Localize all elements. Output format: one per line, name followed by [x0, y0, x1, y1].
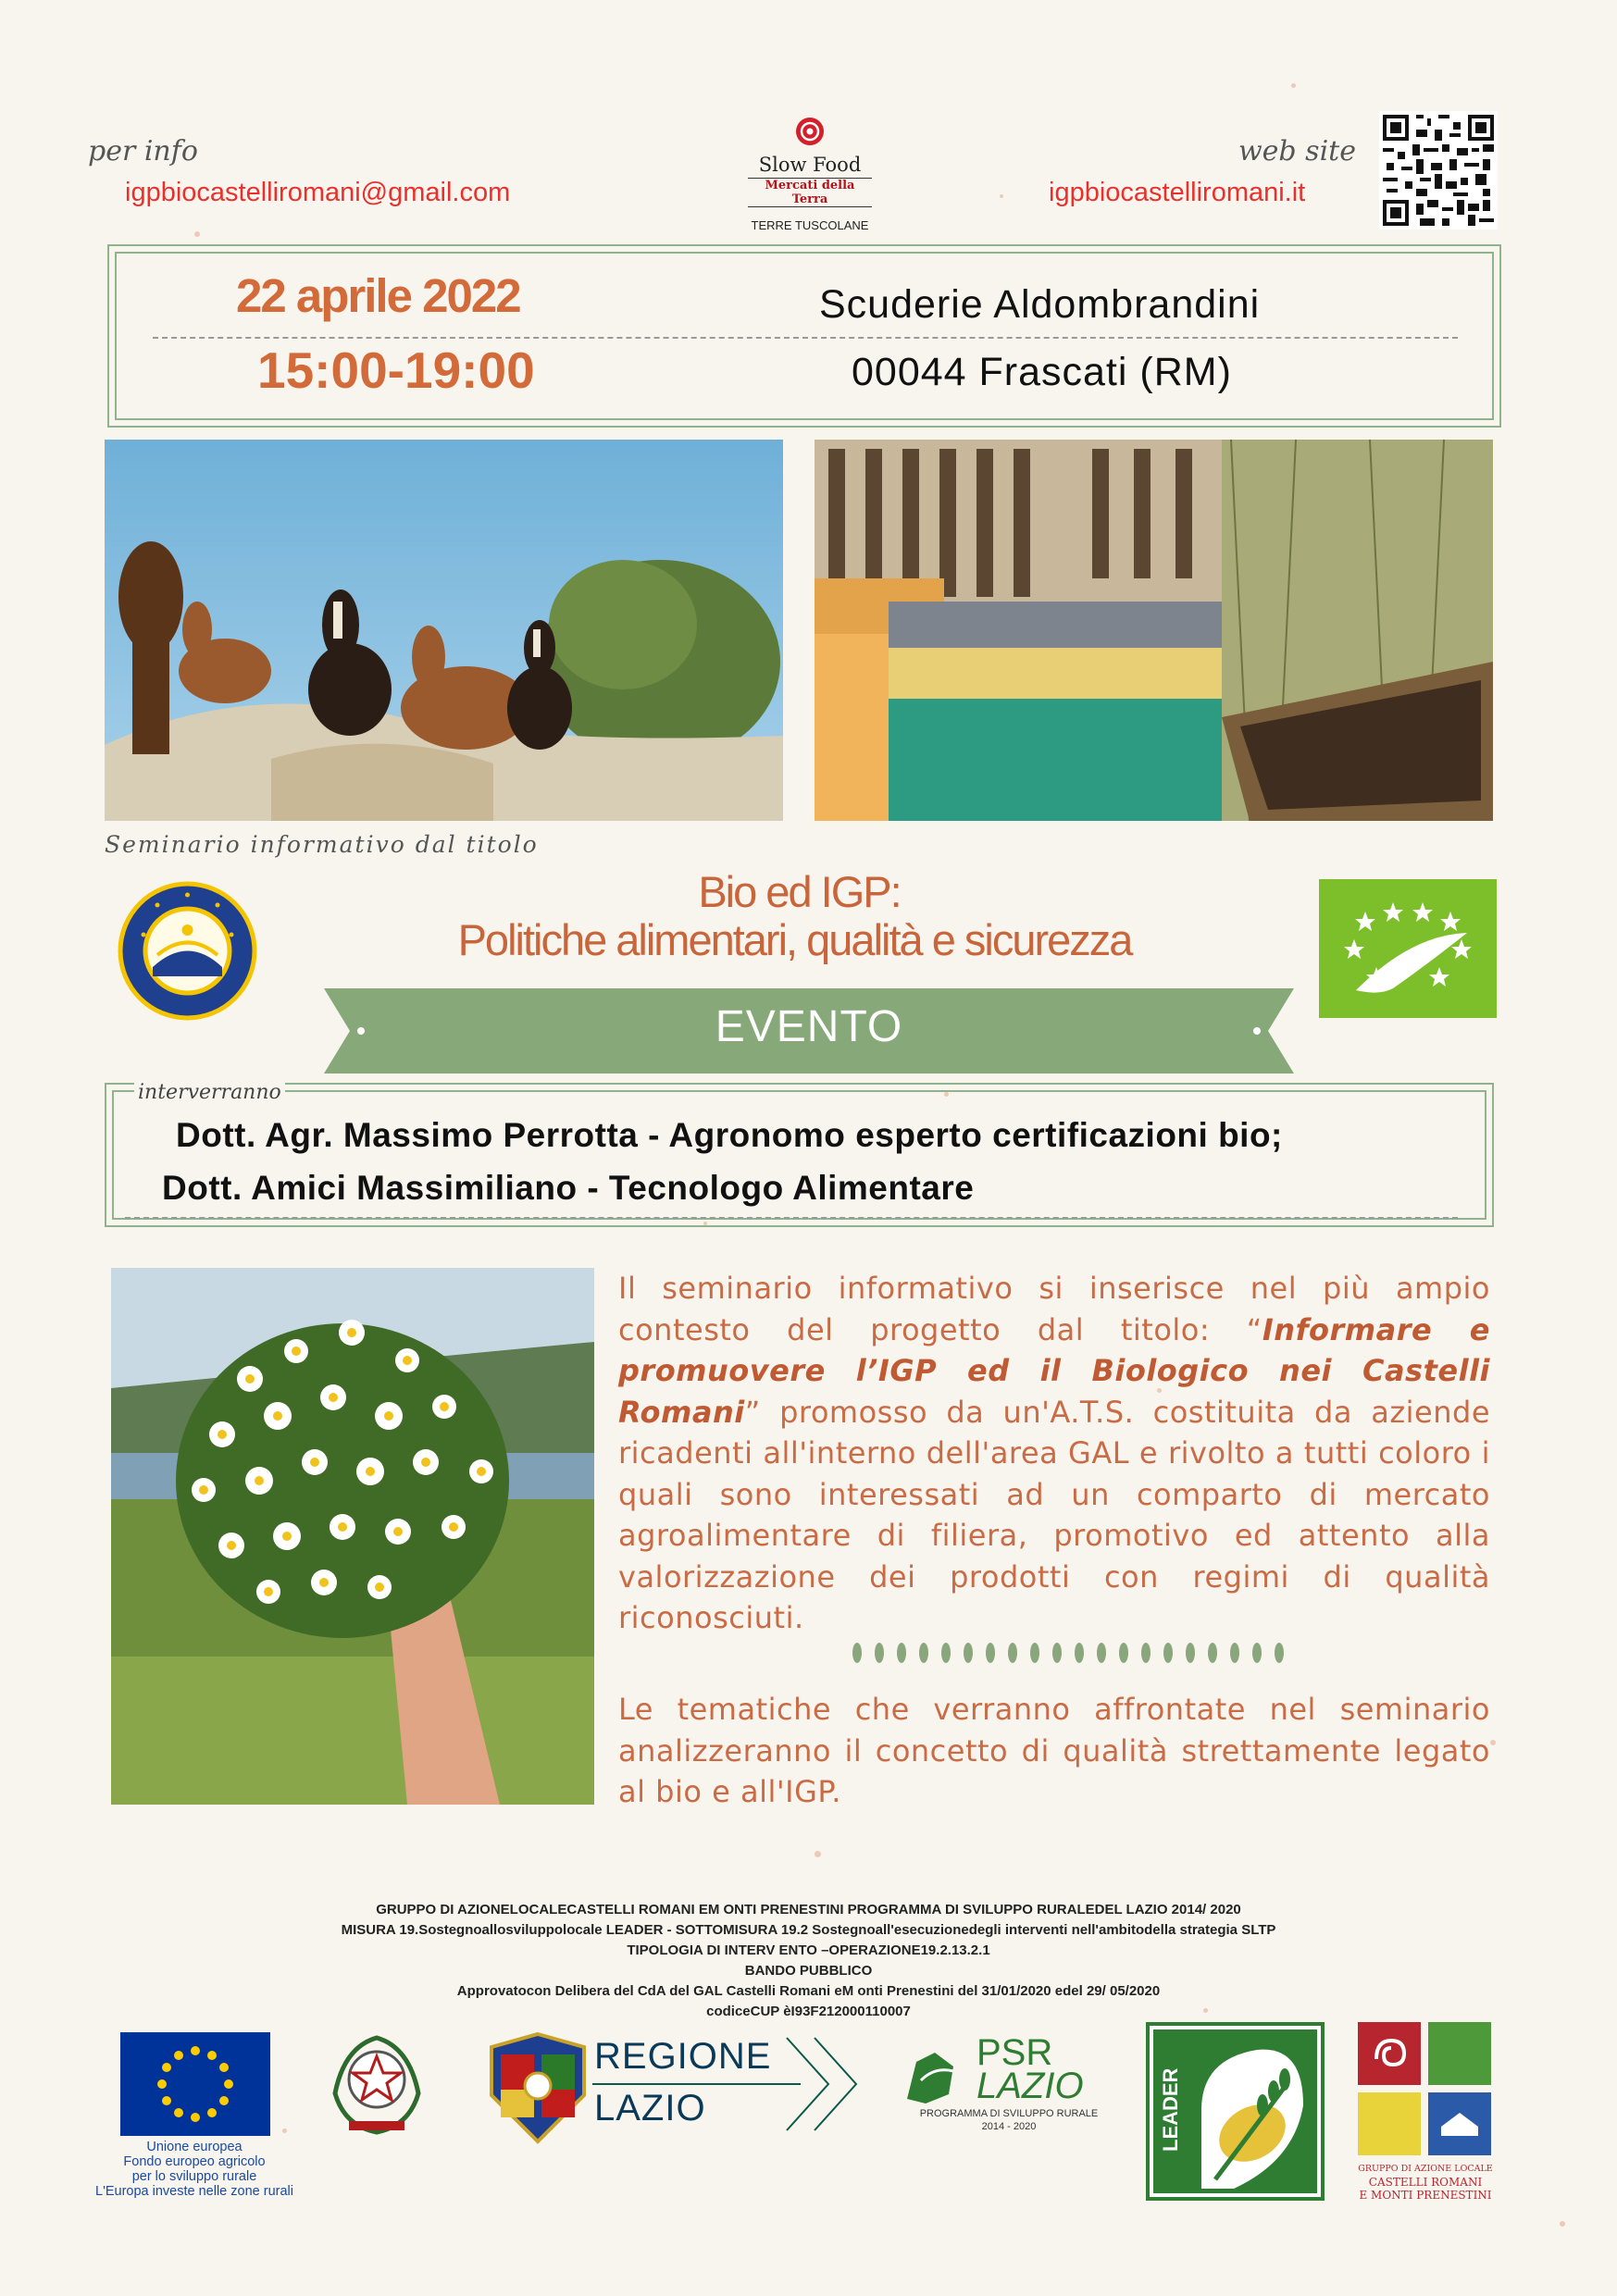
- psr-lazio-logo: [898, 2034, 1120, 2136]
- psr-years: 2014 - 2020: [981, 2121, 1037, 2132]
- eu-flag-logo: [120, 2032, 270, 2136]
- speakers-divider: [125, 1217, 1458, 1219]
- gal-castelli-romani-logo: [1356, 2020, 1493, 2159]
- slowfood-place: TERRE TUSCOLANE: [751, 218, 869, 232]
- gal-caption: [1333, 2163, 1518, 2202]
- evento-banner-label: EVENTO: [715, 1002, 903, 1051]
- per-info-label: per info: [88, 135, 198, 168]
- event-address: 00044 Frascati (RM): [852, 350, 1232, 394]
- speaker-1: Dott. Agr. Massimo Perrotta - Agronomo esperto certificazioni bio;: [176, 1116, 1283, 1154]
- footer-line-3: TIPOLOGIA DI INTERV ENTO –OPERAZIONE19.2.13.2.1: [627, 1942, 990, 1958]
- italian-republic-emblem: [326, 2029, 428, 2140]
- psr-label: PSR: [976, 2032, 1053, 2073]
- seminar-title-line2: Politiche alimentari, qualità e sicurezza: [457, 915, 1132, 964]
- speaker-2: Dott. Amici Massimiliano - Tecnologo Alimentare: [162, 1169, 975, 1207]
- seminar-title-line1: Bio ed IGP:: [698, 867, 901, 916]
- gal-caption-2: CASTELLI ROMANI: [1368, 2176, 1483, 2189]
- chamomile-photo: [111, 1268, 594, 1805]
- lazio-coat-of-arms: [486, 2030, 590, 2146]
- slowfood-sub: Mercati della Terra: [748, 178, 872, 207]
- footer-line-2: MISURA 19.Sostegnoallosviluppolocale LEADER - SOTTOMISURA 19.2 Sostegnoall'esecuzionedegli interventi nell'ambitodella strategia SLTP: [341, 1922, 1276, 1938]
- goats-photo: [105, 440, 783, 821]
- eu-organic-logo: [1319, 879, 1497, 1018]
- psr-sub: PROGRAMMA DI SVILUPPO RURALE: [919, 2108, 1099, 2119]
- eu-caption: [56, 2140, 333, 2199]
- seminar-intro: Seminario informativo dal titolo: [105, 831, 539, 858]
- ornament-divider: [852, 1641, 1296, 1665]
- description-paragraph-1: [618, 1268, 1490, 1639]
- regione-lazio-line1: REGIONE: [594, 2036, 772, 2077]
- eu-caption-2: Fondo europeo agricolo: [123, 2154, 266, 2169]
- psr-lazio-label: LAZIO: [976, 2066, 1084, 2106]
- footer-line-4: BANDO PUBBLICO: [744, 1963, 873, 1979]
- qr-code[interactable]: [1379, 111, 1498, 230]
- project-title: Informare e promuovere l’IGP ed il Biologico nei Castelli Romani: [618, 1311, 1490, 1430]
- footer-line-6: codiceCUP èI93F212000110007: [706, 2004, 911, 2019]
- slowfood-logo: [731, 111, 889, 232]
- eu-caption-1: Unione europea: [146, 2140, 243, 2154]
- evento-banner: [324, 988, 1294, 1074]
- snail-icon: [791, 111, 828, 152]
- eu-caption-3: per lo sviluppo rurale: [131, 2169, 257, 2184]
- regione-lazio-logo: [592, 2032, 861, 2136]
- footer-line-1: GRUPPO DI AZIONELOCALECASTELLI ROMANI EM ONTI PRENESTINI PROGRAMMA DI SVILUPPO RURALEDEL LAZIO 2014/ 2020: [376, 1902, 1241, 1917]
- event-time: 15:00-19:00: [257, 341, 535, 399]
- beehives-photo: [815, 440, 1493, 821]
- gal-caption-1: GRUPPO DI AZIONE LOCALE: [1358, 2164, 1493, 2174]
- event-date: 22 aprile 2022: [236, 269, 520, 322]
- eu-caption-4: L'Europa investe nelle zone rurali: [95, 2184, 293, 2199]
- regione-lazio-line2: LAZIO: [594, 2088, 706, 2128]
- description-p1-start: Il seminario informativo si inserisce nel più ampio contesto del progetto dal titolo: “: [618, 1271, 1490, 1347]
- email-link[interactable]: igpbiocastelliromani@gmail.com: [125, 178, 511, 207]
- description-p1-end: ” promosso da un'A.T.S. costituita da aziende ricadenti all'interno dell'area GAL e rivolto a tutti coloro i quali sono interessati ad un comparto di mercato agroalimentare di filiera, promotivo ed attento alla valorizzazione dei prodotti con regimi di qualità riconosciuti.: [618, 1394, 1490, 1635]
- speakers-label: interverranno: [134, 1081, 285, 1104]
- event-venue: Scuderie Aldombrandini: [819, 282, 1261, 327]
- leader-label: LEADER: [1159, 2067, 1182, 2152]
- leader-logo: [1146, 2022, 1325, 2201]
- description-paragraph-2: Le tematiche che verranno affrontate nel seminario analizzeranno il concetto di qualità strettamente legato al bio e all'IGP.: [618, 1692, 1490, 1809]
- gal-caption-3: E MONTI PRENESTINI: [1359, 2189, 1492, 2202]
- footer-line-5: Approvatocon Delibera del CdA del GAL Castelli Romani eM onti Prenestini del 31/01/2020 edel 29/ 05/2020: [456, 1983, 1161, 1999]
- event-divider: [153, 337, 1458, 339]
- website-link[interactable]: igpbiocastelliromani.it: [1049, 178, 1306, 207]
- slowfood-brand: Slow Food: [758, 154, 862, 176]
- web-site-label: web site: [1238, 135, 1356, 168]
